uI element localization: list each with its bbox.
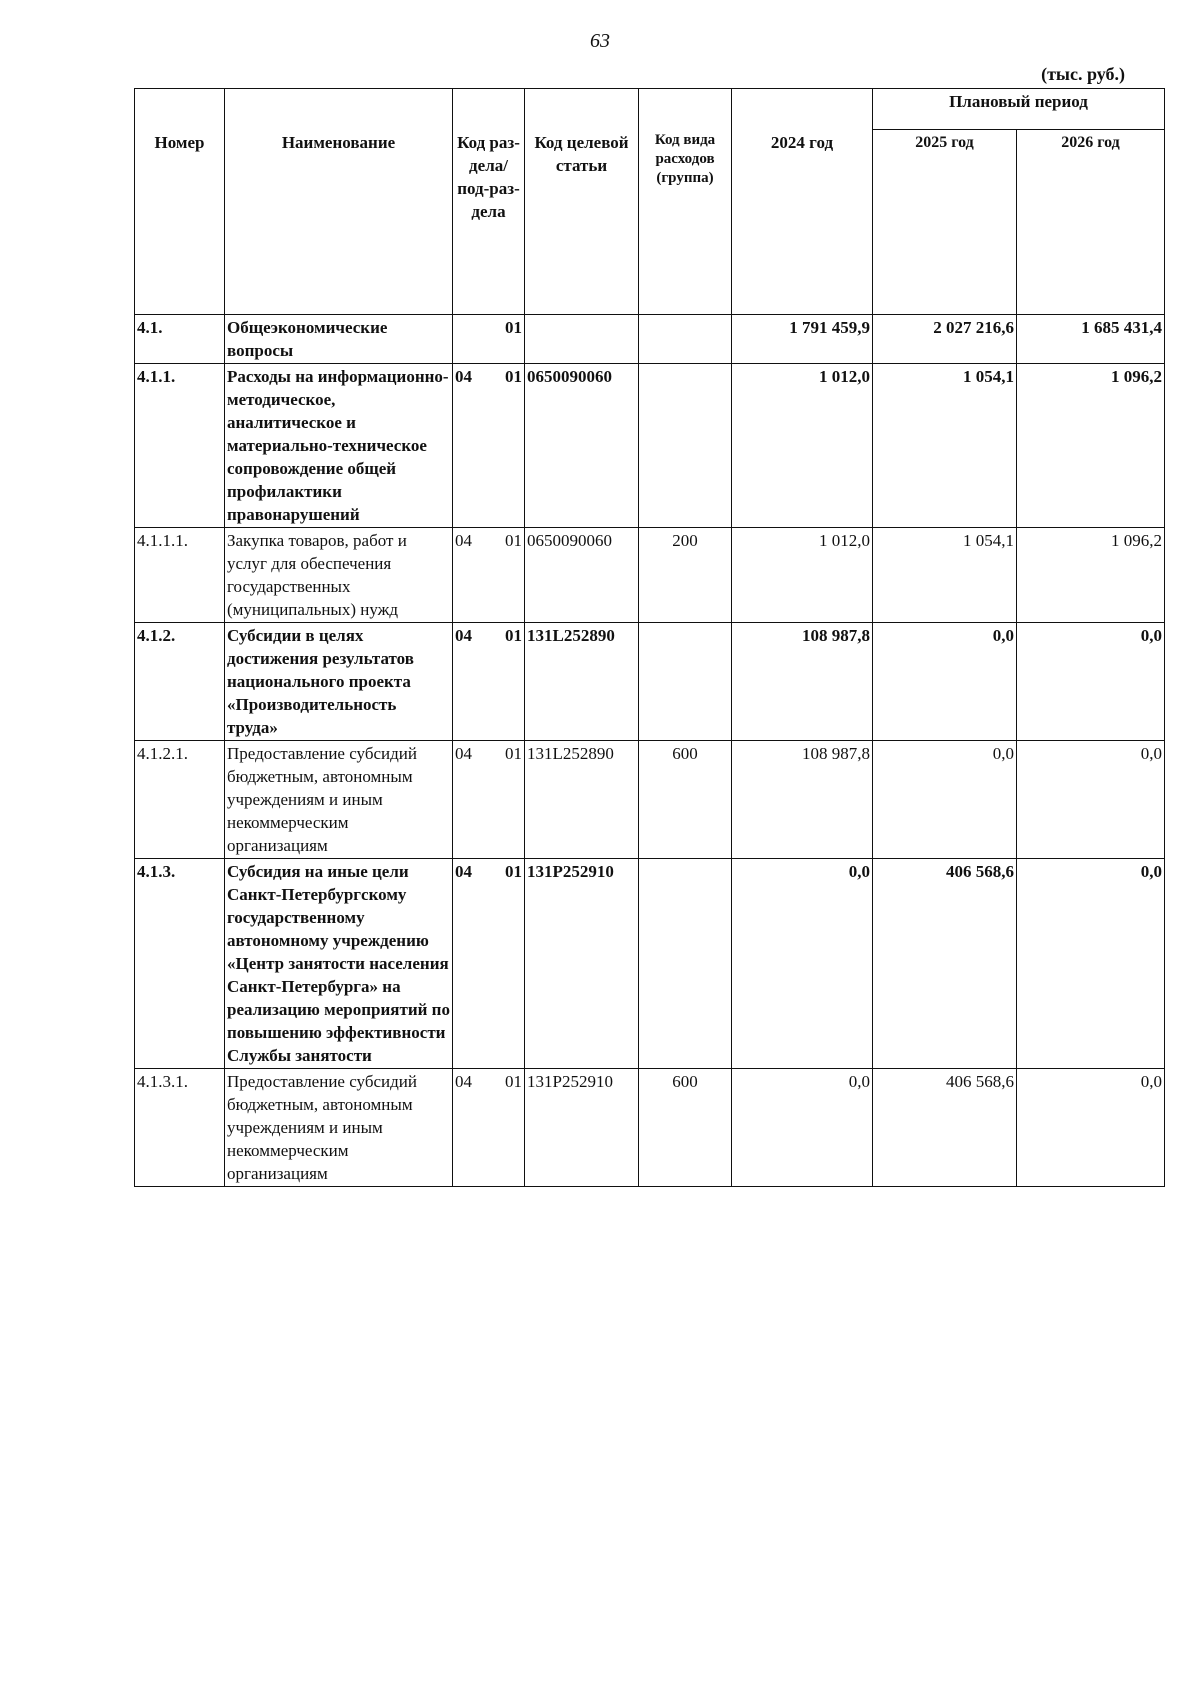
subsection-code: 01 [505, 862, 522, 881]
table-row [135, 741, 1165, 859]
row-name: Субсидии в целях достижения результатов национального проекта «Производительность труда» [225, 623, 453, 741]
table-row [135, 315, 1165, 364]
row-2026: 0,0 [1017, 859, 1165, 1069]
table-row [135, 364, 1165, 528]
row-number: 4.1.2.1. [135, 741, 225, 859]
row-number: 4.1.2. [135, 623, 225, 741]
row-section [453, 315, 525, 364]
header-year-2025: 2025 год [873, 130, 1017, 315]
header-target-code: Код целевой статьи [525, 89, 639, 315]
row-target: 0650090060 [525, 364, 639, 528]
row-name: Предоставление субсидий бюджетным, автономным учреждениям и иным некоммерческим организациям [225, 1069, 453, 1187]
row-section [453, 623, 525, 741]
section-code: 04 [455, 626, 472, 645]
row-expense [639, 623, 732, 741]
row-expense [639, 859, 732, 1069]
table-body [135, 315, 1165, 1187]
budget-table [134, 88, 1165, 1187]
table-row [135, 623, 1165, 741]
header-name: Наименование [225, 89, 453, 315]
section-code: 04 [455, 367, 472, 386]
row-2026: 0,0 [1017, 623, 1165, 741]
row-2024: 108 987,8 [732, 623, 873, 741]
unit-label: (тыс. руб.) [1041, 64, 1125, 84]
row-section [453, 528, 525, 623]
row-expense [639, 364, 732, 528]
subsection-code: 01 [505, 318, 522, 337]
section-code: 04 [455, 744, 472, 763]
row-number: 4.1.3.1. [135, 1069, 225, 1187]
row-target [525, 315, 639, 364]
page-number: 63 [590, 30, 610, 52]
subsection-code: 01 [505, 367, 522, 386]
header-year-2024: 2024 год [732, 89, 873, 315]
table-row [135, 528, 1165, 623]
row-target: 131P252910 [525, 859, 639, 1069]
row-expense [639, 315, 732, 364]
section-code: 04 [455, 862, 472, 881]
row-target: 131L252890 [525, 623, 639, 741]
subsection-code: 01 [505, 531, 522, 550]
row-number: 4.1. [135, 315, 225, 364]
row-2025: 406 568,6 [873, 859, 1017, 1069]
row-target: 131L252890 [525, 741, 639, 859]
row-section [453, 859, 525, 1069]
row-number: 4.1.3. [135, 859, 225, 1069]
row-target: 0650090060 [525, 528, 639, 623]
row-2026: 0,0 [1017, 1069, 1165, 1187]
row-2025: 0,0 [873, 623, 1017, 741]
row-2025: 406 568,6 [873, 1069, 1017, 1187]
row-number: 4.1.1.1. [135, 528, 225, 623]
row-number: 4.1.1. [135, 364, 225, 528]
row-name: Расходы на информационно-методическое, аналитическое и материально-техническое сопровождение общей профилактики правонарушений [225, 364, 453, 528]
row-2024: 1 012,0 [732, 528, 873, 623]
row-expense: 600 [639, 741, 732, 859]
row-2024: 0,0 [732, 859, 873, 1069]
row-name: Субсидия на иные цели Санкт-Петербургскому государственному автономному учреждению «Центр занятости населения Санкт-Петербурга» на реализацию мероприятий по повышению эффективности Службы занятости [225, 859, 453, 1069]
row-2026: 1 685 431,4 [1017, 315, 1165, 364]
header-expense-type: Код вида расходов (группа) [639, 89, 732, 315]
row-2024: 1 791 459,9 [732, 315, 873, 364]
row-expense: 200 [639, 528, 732, 623]
header-planned-period: Плановый период [873, 89, 1165, 130]
section-code: 04 [455, 531, 472, 550]
subsection-code: 01 [505, 1072, 522, 1091]
row-target: 131P252910 [525, 1069, 639, 1187]
row-section [453, 1069, 525, 1187]
row-2025: 1 054,1 [873, 364, 1017, 528]
subsection-code: 01 [505, 626, 522, 645]
row-section [453, 364, 525, 528]
row-2025: 1 054,1 [873, 528, 1017, 623]
row-name: Предоставление субсидий бюджетным, автономным учреждениям и иным некоммерческим организациям [225, 741, 453, 859]
subsection-code: 01 [505, 744, 522, 763]
row-2026: 1 096,2 [1017, 528, 1165, 623]
header-section-code: Код раз-дела/ под-раз-дела [453, 89, 525, 315]
row-2024: 1 012,0 [732, 364, 873, 528]
row-section [453, 741, 525, 859]
row-expense: 600 [639, 1069, 732, 1187]
row-2026: 1 096,2 [1017, 364, 1165, 528]
row-name: Общеэкономические вопросы [225, 315, 453, 364]
row-2026: 0,0 [1017, 741, 1165, 859]
section-code: 04 [455, 1072, 472, 1091]
row-2024: 0,0 [732, 1069, 873, 1187]
header-number: Номер [135, 89, 225, 315]
row-name: Закупка товаров, работ и услуг для обеспечения государственных (муниципальных) нужд [225, 528, 453, 623]
table-row [135, 1069, 1165, 1187]
header-year-2026: 2026 год [1017, 130, 1165, 315]
table-row [135, 859, 1165, 1069]
row-2025: 0,0 [873, 741, 1017, 859]
row-2025: 2 027 216,6 [873, 315, 1017, 364]
row-2024: 108 987,8 [732, 741, 873, 859]
